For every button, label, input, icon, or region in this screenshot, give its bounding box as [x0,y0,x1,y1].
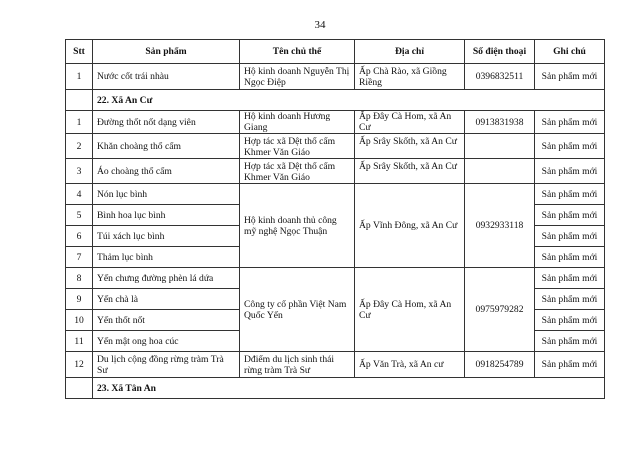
header-address: Địa chỉ [355,40,465,64]
cell-address: Ấp Văn Trà, xã An cư [355,352,465,378]
cell-owner: Hộ kinh doanh Hương Giang [240,111,355,134]
cell-note: Sản phẩm mới [535,352,605,378]
cell-address: Ấp Vĩnh Đông, xã An Cư [355,184,465,268]
header-product: Sản phẩm [93,40,240,64]
table-row [66,64,605,90]
cell-stt: 1 [66,111,93,134]
cell-note: Sản phẩm mới [535,289,605,310]
table-row [66,268,605,289]
cell-stt: 6 [66,226,93,247]
header-owner: Tên chủ thể [240,40,355,64]
cell-product: Đường thốt nốt dạng viên [93,111,240,134]
cell-owner: Hộ kinh doanh Nguyễn Thị Ngọc Điệp [240,64,355,90]
table-header-row [66,40,605,64]
table-row [66,352,605,378]
cell-product: Du lịch cộng đồng rừng tràm Trà Sư [93,352,240,378]
cell-phone: 0396832511 [465,64,535,90]
cell-address: Ấp Srây Skốth, xã An Cư [355,159,465,184]
cell-phone: 0975979282 [465,268,535,352]
product-table [65,39,605,399]
cell-product: Bình hoa lục bình [93,205,240,226]
cell-phone: 0918254789 [465,352,535,378]
cell-note: Sản phẩm mới [535,134,605,159]
cell-note: Sản phẩm mới [535,205,605,226]
cell-note: Sản phẩm mới [535,111,605,134]
cell-address: Ấp Đây Cà Hom, xã An Cư [355,111,465,134]
cell-stt: 1 [66,64,93,90]
cell-product: Yến thốt nốt [93,310,240,331]
cell-phone: 0913831938 [465,111,535,134]
header-stt: Stt [66,40,93,64]
cell-stt: 2 [66,134,93,159]
cell-product: Yến chưng đường phèn lá dứa [93,268,240,289]
cell-stt: 8 [66,268,93,289]
cell-owner: Công ty cổ phần Việt Nam Quốc Yến [240,268,355,352]
section-title-23: 23. Xã Tân An [93,378,605,399]
cell-stt: 12 [66,352,93,378]
cell-note: Sản phẩm mới [535,64,605,90]
cell-stt: 10 [66,310,93,331]
cell-owner: Dđiểm du lịch sinh thái rừng tràm Trà Sư [240,352,355,378]
cell-phone [465,159,535,184]
cell-note: Sản phẩm mới [535,226,605,247]
cell-address: Ấp Đây Cà Hom, xã An Cư [355,268,465,352]
cell-note: Sản phẩm mới [535,268,605,289]
cell-note: Sản phẩm mới [535,310,605,331]
cell-address: Ấp Chà Rào, xã Giồng Riềng [355,64,465,90]
cell-product: Nước cốt trái nhàu [93,64,240,90]
section-title-22: 22. Xã An Cư [93,90,605,111]
cell-phone: 0932933118 [465,184,535,268]
cell-product: Khăn choàng thổ cẩm [93,134,240,159]
cell-owner: Hộ kinh doanh thủ công mỹ nghệ Ngọc Thuận [240,184,355,268]
section-row [66,90,605,111]
cell-note: Sản phẩm mới [535,331,605,352]
cell-stt: 9 [66,289,93,310]
cell-stt: 3 [66,159,93,184]
cell-address: Ấp Srây Skốth, xã An Cư [355,134,465,159]
cell-product: Yến chà là [93,289,240,310]
cell-product: Yến mật ong hoa cúc [93,331,240,352]
table-row [66,111,605,134]
cell-product: Túi xách lục bình [93,226,240,247]
cell-product: Áo choàng thổ cẩm [93,159,240,184]
cell-phone [465,134,535,159]
section-row [66,378,605,399]
cell-stt: 5 [66,205,93,226]
cell-stt: 11 [66,331,93,352]
cell-note: Sản phẩm mới [535,159,605,184]
table-row [66,134,605,159]
cell-product: Nón lục bình [93,184,240,205]
header-phone: Số điện thoại [465,40,535,64]
cell-stt: 7 [66,247,93,268]
cell-product: Thảm lục bình [93,247,240,268]
table-row [66,184,605,205]
page-number: 34 [314,19,326,31]
table-row [66,159,605,184]
header-note: Ghi chú [535,40,605,64]
cell-owner: Hợp tác xã Dệt thổ cẩm Khmer Văn Giáo [240,134,355,159]
cell-note: Sản phẩm mới [535,184,605,205]
cell-note: Sản phẩm mới [535,247,605,268]
cell-stt: 4 [66,184,93,205]
cell-owner: Hợp tác xã Dệt thổ cẩm Khmer Văn Giáo [240,159,355,184]
